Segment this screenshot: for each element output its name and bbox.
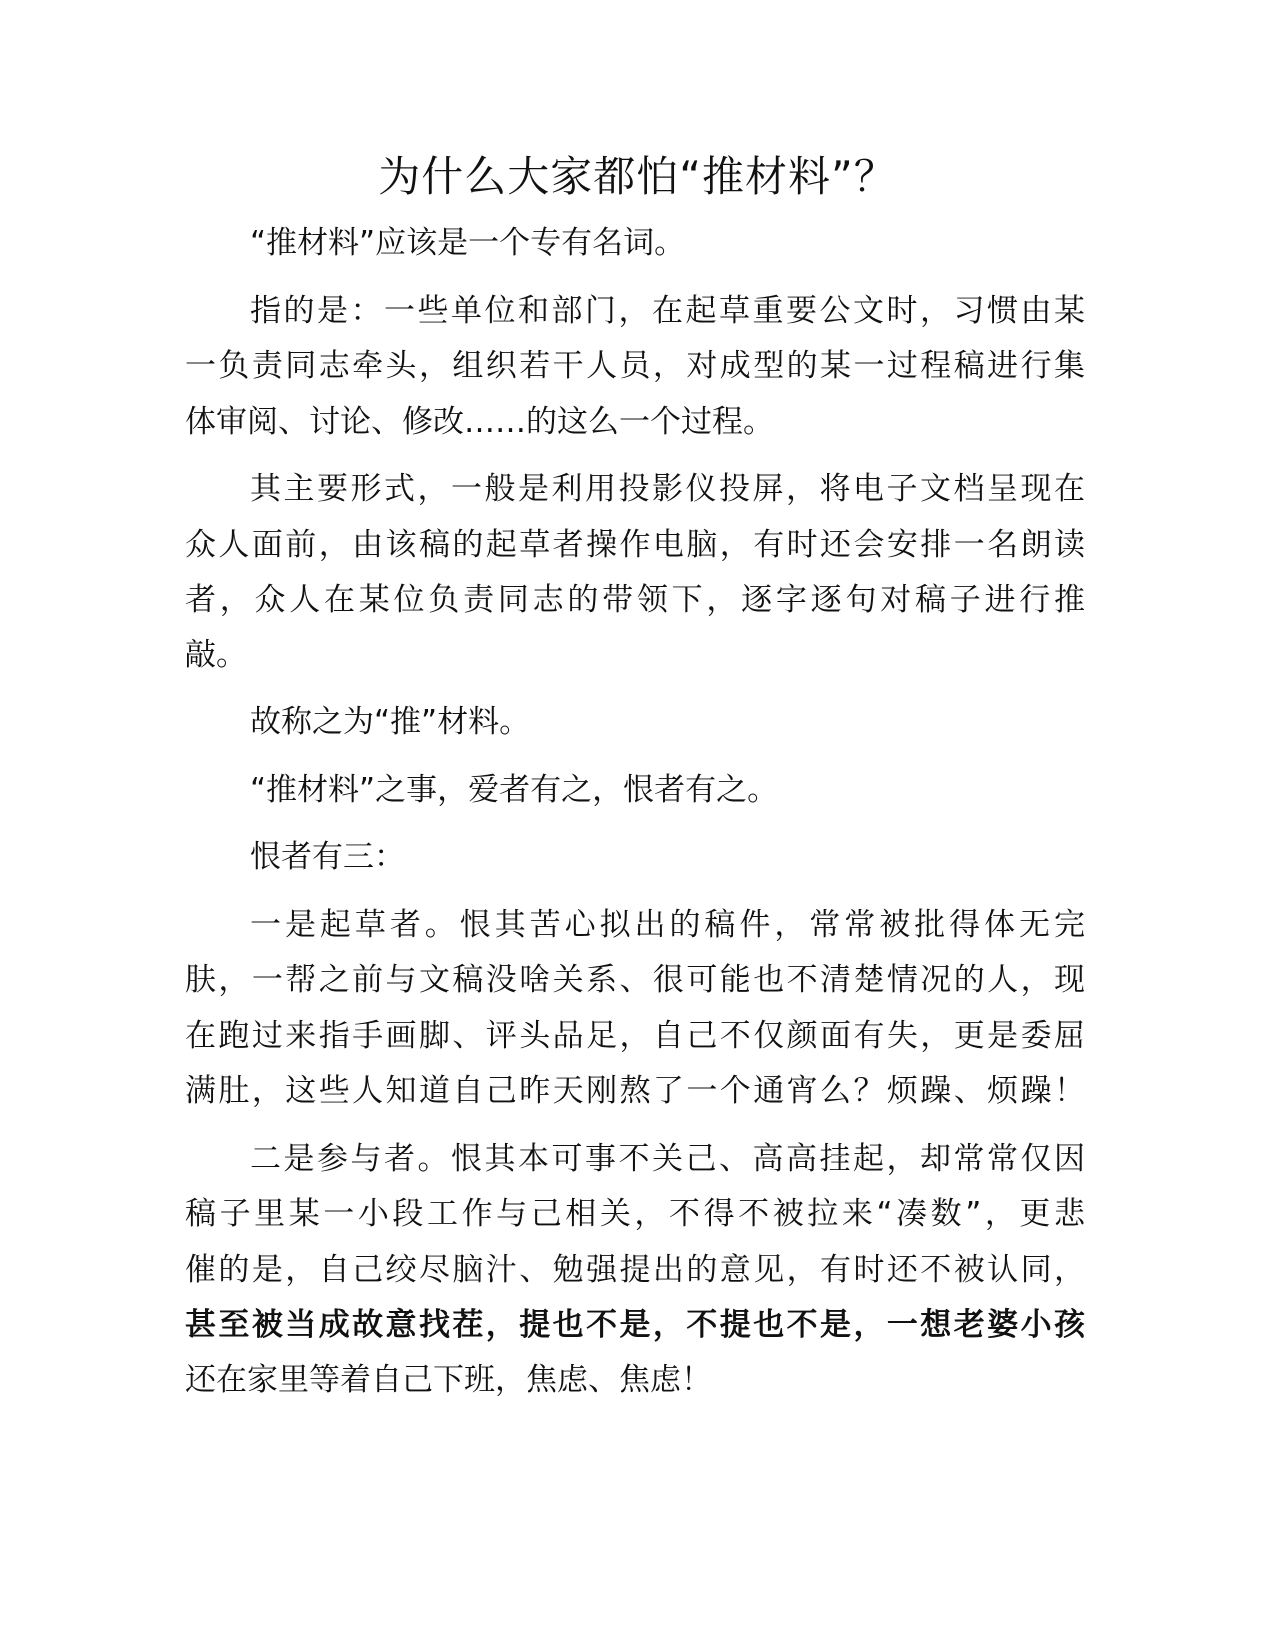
- paragraph-line: 其主要形式，一般是利用投影仪投屏，将电子文档呈现在: [250, 471, 1085, 507]
- paragraph-line: 体审阅、讨论、修改……的这么一个过程。: [185, 404, 774, 440]
- paragraph-line: 肤，一帮之前与文稿没啥关系、很可能也不清楚情况的人，现: [185, 962, 1085, 998]
- paragraph-line: 恨者有三：: [250, 839, 405, 875]
- paragraph-line: 还在家里等着自己下班，焦虑、焦虑！: [185, 1362, 712, 1398]
- paragraph-line: “推材料”之事，爱者有之，恨者有之。: [250, 772, 779, 808]
- paragraph-line: 一负责同志牵头，组织若干人员，对成型的某一过程稿进行集: [185, 348, 1085, 384]
- paragraph-line: 一是起草者。恨其苦心拟出的稿件，常常被批得体无完: [250, 907, 1085, 943]
- paragraph-line: 敲。: [185, 637, 247, 673]
- paragraph-line: 指的是：一些单位和部门，在起草重要公文时，习惯由某: [250, 293, 1085, 329]
- paragraph-line: 稿子里某一小段工作与己相关，不得不被拉来“凑数”，更悲: [185, 1196, 1085, 1232]
- paragraph-line: 者，众人在某位负责同志的带领下，逐字逐句对稿子进行推: [185, 582, 1085, 618]
- paragraph-line: 催的是，自己绞尽脑汁、勉强提出的意见，有时还不被认同，: [185, 1252, 1085, 1288]
- document-title: 为什么大家都怕“推材料”？: [378, 152, 897, 201]
- paragraph-line: 甚至被当成故意找茬，提也不是，不提也不是，一想老婆小孩: [185, 1307, 1085, 1343]
- paragraph-line: 满肚，这些人知道自己昨天刚熬了一个通宵么？烦躁、烦躁！: [185, 1073, 1085, 1109]
- paragraph-line: 二是参与者。恨其本可事不关己、高高挂起，却常常仅因: [250, 1141, 1085, 1177]
- paragraph-line: “推材料”应该是一个专有名词。: [250, 225, 686, 261]
- paragraph-line: 故称之为“推”材料。: [250, 704, 531, 740]
- paragraph-line: 在跑过来指手画脚、评头品足，自己不仅颜面有失，更是委屈: [185, 1018, 1085, 1054]
- paragraph-line: 众人面前，由该稿的起草者操作电脑，有时还会安排一名朗读: [185, 527, 1085, 563]
